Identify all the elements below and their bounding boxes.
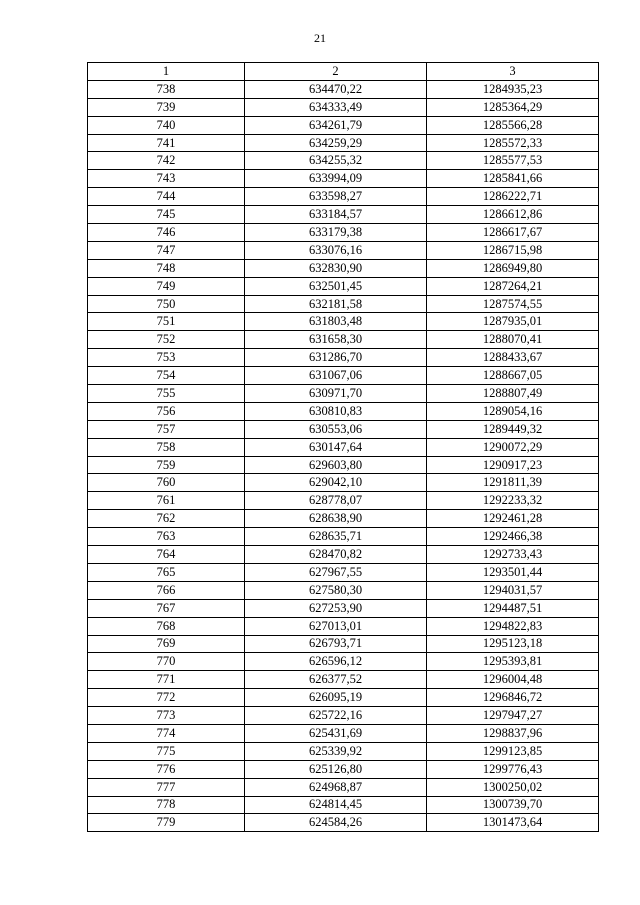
table-row xyxy=(88,402,599,420)
x-coordinate-cell: 634261,79 xyxy=(245,116,427,134)
point-number-cell: 738 xyxy=(88,80,245,98)
point-number-cell: 749 xyxy=(88,277,245,295)
x-coordinate-cell: 627013,01 xyxy=(245,617,427,635)
x-coordinate-cell: 627580,30 xyxy=(245,581,427,599)
y-coordinate-cell: 1287574,55 xyxy=(427,295,599,313)
table-row xyxy=(88,313,599,331)
y-coordinate-cell: 1295123,18 xyxy=(427,635,599,653)
x-coordinate-cell: 625722,16 xyxy=(245,707,427,725)
x-coordinate-cell: 626596,12 xyxy=(245,653,427,671)
x-coordinate-cell: 631658,30 xyxy=(245,331,427,349)
point-number-cell: 759 xyxy=(88,456,245,474)
table-row xyxy=(88,510,599,528)
y-coordinate-cell: 1298837,96 xyxy=(427,724,599,742)
point-number-cell: 777 xyxy=(88,778,245,796)
y-coordinate-cell: 1291811,39 xyxy=(427,474,599,492)
y-coordinate-cell: 1296846,72 xyxy=(427,689,599,707)
x-coordinate-cell: 629603,80 xyxy=(245,456,427,474)
point-number-cell: 755 xyxy=(88,385,245,403)
column-header-2: 2 xyxy=(245,63,427,81)
point-number-cell: 775 xyxy=(88,742,245,760)
y-coordinate-cell: 1295393,81 xyxy=(427,653,599,671)
y-coordinate-cell: 1289054,16 xyxy=(427,402,599,420)
x-coordinate-cell: 629042,10 xyxy=(245,474,427,492)
point-number-cell: 739 xyxy=(88,98,245,116)
table-row xyxy=(88,385,599,403)
point-number-cell: 763 xyxy=(88,528,245,546)
y-coordinate-cell: 1285577,53 xyxy=(427,152,599,170)
table-row xyxy=(88,653,599,671)
x-coordinate-cell: 633994,09 xyxy=(245,170,427,188)
y-coordinate-cell: 1296004,48 xyxy=(427,671,599,689)
point-number-cell: 760 xyxy=(88,474,245,492)
table-row xyxy=(88,438,599,456)
x-coordinate-cell: 630553,06 xyxy=(245,420,427,438)
y-coordinate-cell: 1288667,05 xyxy=(427,367,599,385)
x-coordinate-cell: 628778,07 xyxy=(245,492,427,510)
table-row xyxy=(88,134,599,152)
table-row xyxy=(88,188,599,206)
x-coordinate-cell: 624814,45 xyxy=(245,796,427,814)
x-coordinate-cell: 634259,29 xyxy=(245,134,427,152)
point-number-cell: 745 xyxy=(88,206,245,224)
y-coordinate-cell: 1301473,64 xyxy=(427,814,599,832)
point-number-cell: 740 xyxy=(88,116,245,134)
table-row xyxy=(88,546,599,564)
point-number-cell: 761 xyxy=(88,492,245,510)
y-coordinate-cell: 1292466,38 xyxy=(427,528,599,546)
table-row xyxy=(88,724,599,742)
y-coordinate-cell: 1292733,43 xyxy=(427,546,599,564)
point-number-cell: 754 xyxy=(88,367,245,385)
point-number-cell: 752 xyxy=(88,331,245,349)
x-coordinate-cell: 624584,26 xyxy=(245,814,427,832)
x-coordinate-cell: 631803,48 xyxy=(245,313,427,331)
y-coordinate-cell: 1285364,29 xyxy=(427,98,599,116)
table-row xyxy=(88,349,599,367)
point-number-cell: 741 xyxy=(88,134,245,152)
column-header-1: 1 xyxy=(88,63,245,81)
y-coordinate-cell: 1287264,21 xyxy=(427,277,599,295)
table-row xyxy=(88,492,599,510)
table-row xyxy=(88,420,599,438)
point-number-cell: 744 xyxy=(88,188,245,206)
point-number-cell: 750 xyxy=(88,295,245,313)
y-coordinate-cell: 1286617,67 xyxy=(427,224,599,242)
table-row xyxy=(88,689,599,707)
x-coordinate-cell: 632181,58 xyxy=(245,295,427,313)
y-coordinate-cell: 1297947,27 xyxy=(427,707,599,725)
table-header-row xyxy=(88,63,599,81)
point-number-cell: 771 xyxy=(88,671,245,689)
table-row xyxy=(88,170,599,188)
y-coordinate-cell: 1299123,85 xyxy=(427,742,599,760)
x-coordinate-cell: 626095,19 xyxy=(245,689,427,707)
y-coordinate-cell: 1290072,29 xyxy=(427,438,599,456)
point-number-cell: 742 xyxy=(88,152,245,170)
table-row xyxy=(88,152,599,170)
point-number-cell: 768 xyxy=(88,617,245,635)
x-coordinate-cell: 628635,71 xyxy=(245,528,427,546)
table-row xyxy=(88,277,599,295)
table-row xyxy=(88,259,599,277)
table-row xyxy=(88,206,599,224)
table-row xyxy=(88,98,599,116)
x-coordinate-cell: 626377,52 xyxy=(245,671,427,689)
y-coordinate-cell: 1299776,43 xyxy=(427,760,599,778)
page-number: 21 xyxy=(314,31,326,45)
point-number-cell: 773 xyxy=(88,707,245,725)
table-row xyxy=(88,116,599,134)
point-number-cell: 762 xyxy=(88,510,245,528)
x-coordinate-cell: 633598,27 xyxy=(245,188,427,206)
point-number-cell: 753 xyxy=(88,349,245,367)
y-coordinate-cell: 1284935,23 xyxy=(427,80,599,98)
point-number-cell: 756 xyxy=(88,402,245,420)
point-number-cell: 751 xyxy=(88,313,245,331)
x-coordinate-cell: 624968,87 xyxy=(245,778,427,796)
table-row xyxy=(88,224,599,242)
point-number-cell: 746 xyxy=(88,224,245,242)
table-row xyxy=(88,474,599,492)
y-coordinate-cell: 1288070,41 xyxy=(427,331,599,349)
y-coordinate-cell: 1294031,57 xyxy=(427,581,599,599)
point-number-cell: 766 xyxy=(88,581,245,599)
y-coordinate-cell: 1288433,67 xyxy=(427,349,599,367)
point-number-cell: 748 xyxy=(88,259,245,277)
y-coordinate-cell: 1300739,70 xyxy=(427,796,599,814)
y-coordinate-cell: 1294487,51 xyxy=(427,599,599,617)
point-number-cell: 778 xyxy=(88,796,245,814)
y-coordinate-cell: 1292461,28 xyxy=(427,510,599,528)
x-coordinate-cell: 628638,90 xyxy=(245,510,427,528)
y-coordinate-cell: 1294822,83 xyxy=(427,617,599,635)
y-coordinate-cell: 1292233,32 xyxy=(427,492,599,510)
y-coordinate-cell: 1290917,23 xyxy=(427,456,599,474)
y-coordinate-cell: 1286612,86 xyxy=(427,206,599,224)
table-row xyxy=(88,707,599,725)
column-header-3: 3 xyxy=(427,63,599,81)
y-coordinate-cell: 1286949,80 xyxy=(427,259,599,277)
table-row xyxy=(88,796,599,814)
table-row xyxy=(88,295,599,313)
table-row xyxy=(88,581,599,599)
point-number-cell: 779 xyxy=(88,814,245,832)
x-coordinate-cell: 632830,90 xyxy=(245,259,427,277)
y-coordinate-cell: 1289449,32 xyxy=(427,420,599,438)
table-row xyxy=(88,456,599,474)
x-coordinate-cell: 628470,82 xyxy=(245,546,427,564)
point-number-cell: 767 xyxy=(88,599,245,617)
x-coordinate-cell: 631286,70 xyxy=(245,349,427,367)
point-number-cell: 772 xyxy=(88,689,245,707)
table-row xyxy=(88,599,599,617)
table-body xyxy=(88,80,599,831)
y-coordinate-cell: 1286222,71 xyxy=(427,188,599,206)
table-row xyxy=(88,241,599,259)
x-coordinate-cell: 630971,70 xyxy=(245,385,427,403)
x-coordinate-cell: 634470,22 xyxy=(245,80,427,98)
table-row xyxy=(88,635,599,653)
x-coordinate-cell: 634255,32 xyxy=(245,152,427,170)
x-coordinate-cell: 633184,57 xyxy=(245,206,427,224)
point-number-cell: 758 xyxy=(88,438,245,456)
x-coordinate-cell: 627253,90 xyxy=(245,599,427,617)
y-coordinate-cell: 1288807,49 xyxy=(427,385,599,403)
x-coordinate-cell: 627967,55 xyxy=(245,563,427,581)
y-coordinate-cell: 1285566,28 xyxy=(427,116,599,134)
x-coordinate-cell: 634333,49 xyxy=(245,98,427,116)
table-row xyxy=(88,367,599,385)
x-coordinate-cell: 630147,64 xyxy=(245,438,427,456)
y-coordinate-cell: 1287935,01 xyxy=(427,313,599,331)
x-coordinate-cell: 632501,45 xyxy=(245,277,427,295)
point-number-cell: 770 xyxy=(88,653,245,671)
table-row xyxy=(88,80,599,98)
table-row xyxy=(88,617,599,635)
y-coordinate-cell: 1293501,44 xyxy=(427,563,599,581)
point-number-cell: 776 xyxy=(88,760,245,778)
y-coordinate-cell: 1286715,98 xyxy=(427,241,599,259)
x-coordinate-cell: 625339,92 xyxy=(245,742,427,760)
table-row xyxy=(88,742,599,760)
x-coordinate-cell: 630810,83 xyxy=(245,402,427,420)
coordinates-table xyxy=(87,62,599,832)
point-number-cell: 743 xyxy=(88,170,245,188)
point-number-cell: 769 xyxy=(88,635,245,653)
y-coordinate-cell: 1300250,02 xyxy=(427,778,599,796)
table-row xyxy=(88,760,599,778)
x-coordinate-cell: 631067,06 xyxy=(245,367,427,385)
x-coordinate-cell: 633179,38 xyxy=(245,224,427,242)
table-row xyxy=(88,563,599,581)
x-coordinate-cell: 625126,80 xyxy=(245,760,427,778)
table-row xyxy=(88,814,599,832)
table-row xyxy=(88,331,599,349)
point-number-cell: 764 xyxy=(88,546,245,564)
point-number-cell: 774 xyxy=(88,724,245,742)
table-row xyxy=(88,528,599,546)
x-coordinate-cell: 633076,16 xyxy=(245,241,427,259)
y-coordinate-cell: 1285841,66 xyxy=(427,170,599,188)
x-coordinate-cell: 625431,69 xyxy=(245,724,427,742)
table-row xyxy=(88,778,599,796)
point-number-cell: 757 xyxy=(88,420,245,438)
table-row xyxy=(88,671,599,689)
x-coordinate-cell: 626793,71 xyxy=(245,635,427,653)
y-coordinate-cell: 1285572,33 xyxy=(427,134,599,152)
point-number-cell: 765 xyxy=(88,563,245,581)
point-number-cell: 747 xyxy=(88,241,245,259)
